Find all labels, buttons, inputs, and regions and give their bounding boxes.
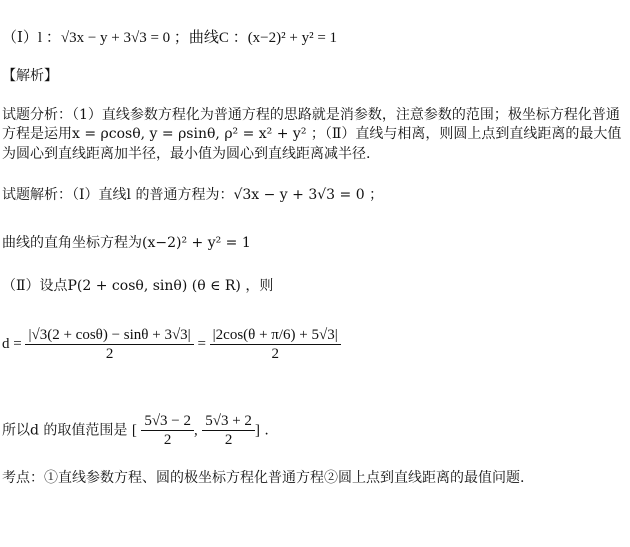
analysis-line-1: 试题分析：（1）直线参数方程化为普通方程的思路就是消参数，注意参数的范围；极坐标方程化普通 <box>2 107 620 123</box>
distance-numerator-2: |2cos(θ + π/6) + 5√3| <box>210 326 341 345</box>
range-upper-numerator: 5√3 + 2 <box>202 412 255 431</box>
distance-denominator-2: 2 <box>271 346 279 362</box>
range-upper-denominator: 2 <box>224 432 233 448</box>
range-lower-numerator: 5√3 − 2 <box>141 412 194 431</box>
distance-fraction-2 <box>210 326 341 363</box>
distance-formula <box>2 326 341 363</box>
solution-line-2: 曲线的直角坐标方程为(x−2)² + y² = 1 <box>2 235 251 251</box>
analysis-line-3: 为圆心到直线距离加半径，最小值为圆心到直线距离减半径. <box>2 146 371 162</box>
answer-line-1: （Ⅰ）l ：√3x − y + 3√3 = 0 ；曲线C ：(x−2)² + y² = 1 <box>2 30 338 46</box>
solution-line-1: 试题解析：（Ⅰ）直线l 的普通方程为：√3x − y + 3√3 = 0 ； <box>2 187 384 203</box>
kaodian-line: 考点：①直线参数方程、圆的极坐标方程化普通方程②圆上点到直线距离的最值问题. <box>2 470 525 486</box>
range-upper-fraction <box>202 412 255 449</box>
range-lower-denominator: 2 <box>163 432 172 448</box>
distance-equals: = <box>197 335 206 352</box>
range-line: 所以d 的取值范围是 [ $\frac{5√3 - 2}{2}$ , $\frac{5√3 + 2}{2}$ ] . <box>2 413 269 448</box>
distance-denominator-1: 2 <box>105 346 114 362</box>
range-prefix: 所以d 的取值范围是 <box>2 422 128 439</box>
range-suffix: . <box>264 422 269 439</box>
analysis-line-2: 方程是运用x = ρcosθ, y = ρsinθ, ρ² = x² + y² ；（Ⅱ）直线与相离，则圆上点到直线距离的最大值 <box>2 126 622 142</box>
distance-lhs: d = <box>2 335 22 352</box>
distance-fraction-1 <box>25 326 193 363</box>
solution-line-3: （Ⅱ）设点P(2 + cosθ, sinθ) (θ ∈ R) ，则 <box>2 278 274 294</box>
distance-numerator-1: |√3(2 + cosθ) − sinθ + 3√3| <box>25 326 193 345</box>
range-lower-fraction <box>141 412 194 449</box>
section-title: 【解析】 <box>2 68 58 84</box>
